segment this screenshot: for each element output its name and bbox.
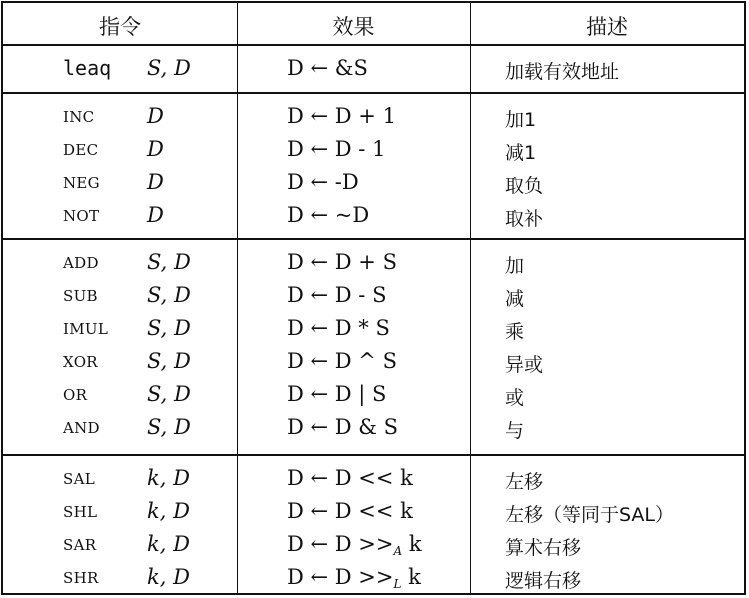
effect: D ← D << k (287, 466, 413, 490)
opcode: NEG (63, 174, 100, 192)
opcode: OR (63, 386, 88, 404)
effect: D ← &S (287, 56, 368, 80)
description: 减 (505, 288, 525, 310)
table-row (3, 314, 744, 347)
header-divider (3, 44, 744, 46)
operands: S, D (147, 382, 191, 406)
operands: S, D (147, 56, 191, 80)
operands: S, D (147, 316, 191, 340)
table-row (3, 248, 744, 281)
effect (287, 532, 422, 558)
effect: D ← D & S (287, 415, 399, 439)
effect: D ← D - S (287, 283, 387, 307)
table-header (3, 3, 744, 44)
effect-tail: k (401, 565, 421, 589)
effect: D ← D * S (287, 316, 390, 340)
description: 左移（等同于SAL） (505, 504, 674, 526)
description: 加 (505, 255, 525, 277)
effect-main: D ← D >> (287, 532, 394, 556)
operands: S, D (147, 250, 191, 274)
opcode: SAR (63, 536, 97, 554)
operands: k, D (147, 499, 190, 523)
description: 左移 (505, 471, 544, 493)
table-row (3, 281, 744, 314)
opcode: SAL (63, 470, 95, 488)
effect-subscript: L (393, 577, 402, 591)
description: 异或 (505, 354, 544, 376)
table-row (3, 201, 744, 234)
description: 逻辑右移 (505, 570, 582, 592)
opcode: XOR (63, 353, 98, 371)
effect: D ← D << k (287, 499, 413, 523)
group-divider (3, 238, 744, 240)
operands: k, D (147, 532, 190, 556)
header-effect: 效果 (332, 15, 375, 39)
operands: D (147, 137, 164, 161)
operands: D (147, 104, 164, 128)
effect: D ← D + S (287, 250, 397, 274)
description: 加载有效地址 (505, 61, 620, 83)
header-instruction: 指令 (99, 15, 141, 39)
table-row (3, 497, 744, 530)
table-row (3, 54, 744, 87)
operands: S, D (147, 415, 191, 439)
description: 算术右移 (505, 537, 582, 559)
effect: D ← D + 1 (287, 104, 396, 128)
opcode: IMUL (63, 320, 109, 338)
effect-main: D ← D >> (287, 565, 394, 589)
table-row (3, 135, 744, 168)
table-row (3, 380, 744, 413)
operands: S, D (147, 283, 191, 307)
description: 取负 (505, 175, 544, 197)
group-divider (3, 92, 744, 94)
operands: D (147, 170, 164, 194)
group-divider (3, 454, 744, 456)
description: 或 (505, 387, 525, 409)
opcode: AND (63, 419, 100, 437)
opcode: ADD (63, 254, 99, 272)
operands: D (147, 203, 164, 227)
effect: D ← D | S (287, 382, 387, 406)
opcode: SUB (63, 287, 98, 305)
table-row (3, 347, 744, 380)
opcode: SHL (63, 503, 98, 521)
table-row (3, 464, 744, 497)
header-description: 描述 (586, 15, 628, 39)
operands: k, D (147, 466, 190, 490)
effect: D ← D ^ S (287, 349, 397, 373)
table-row (3, 563, 744, 596)
operands: S, D (147, 349, 191, 373)
effect-subscript: A (393, 544, 403, 558)
instruction-table (1, 1, 746, 595)
opcode: DEC (63, 141, 99, 159)
opcode: SHR (63, 569, 99, 587)
description: 减1 (505, 142, 537, 164)
effect-tail: k (402, 532, 422, 556)
opcode: NOT (63, 207, 100, 225)
description: 取补 (505, 208, 544, 230)
table-row (3, 168, 744, 201)
effect: D ← ~D (287, 203, 370, 227)
effect: D ← -D (287, 170, 359, 194)
table-row (3, 413, 744, 446)
description: 乘 (505, 321, 525, 343)
effect (287, 565, 421, 591)
table-row (3, 102, 744, 135)
effect: D ← D - 1 (287, 137, 386, 161)
table-row (3, 530, 744, 563)
opcode: leaq (63, 56, 112, 80)
opcode: INC (63, 108, 95, 126)
description: 与 (505, 420, 525, 442)
description: 加1 (505, 109, 537, 131)
operands: k, D (147, 565, 190, 589)
